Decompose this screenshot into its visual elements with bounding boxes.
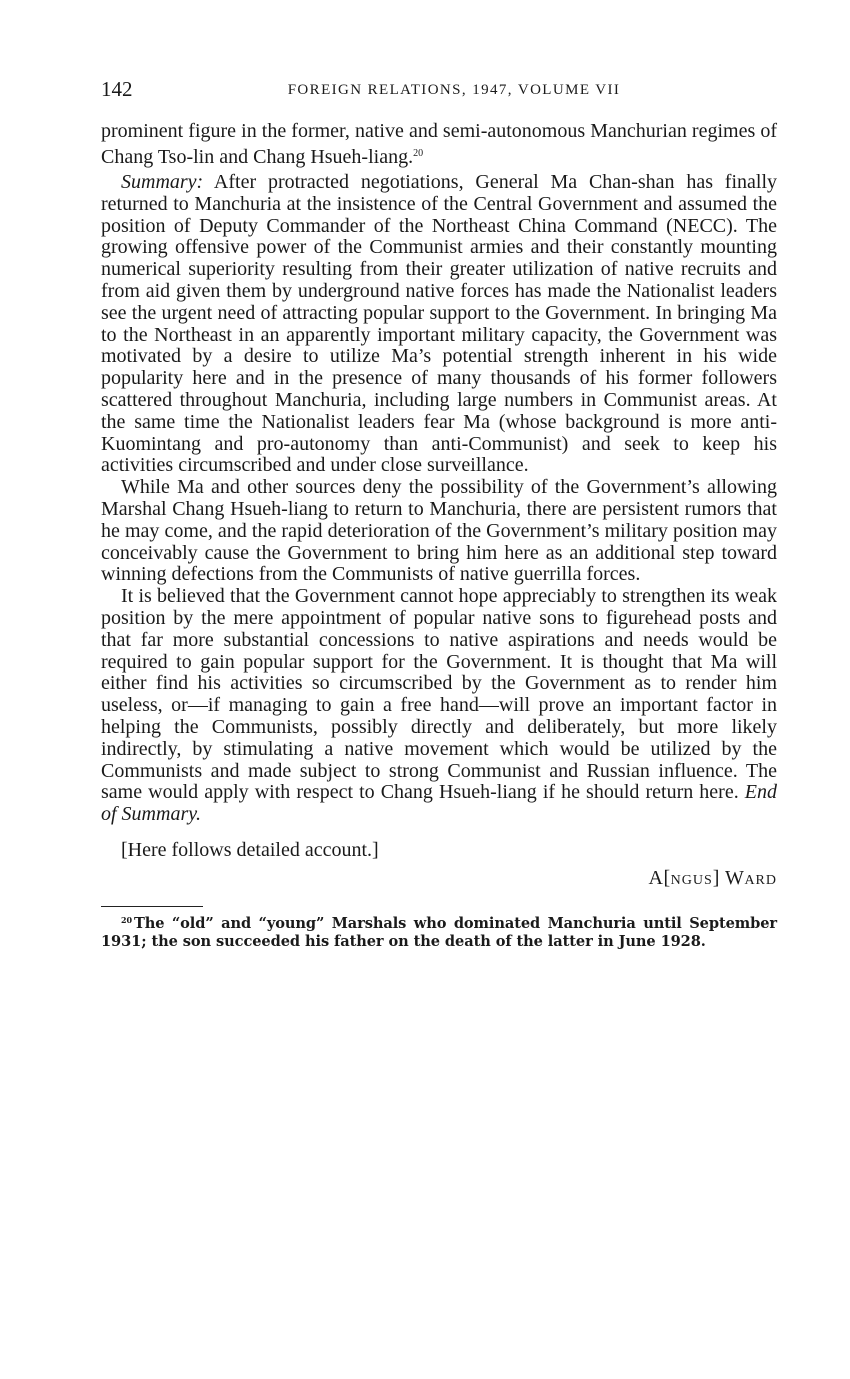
document-page xyxy=(101,74,777,965)
signature-bracket-close: ] xyxy=(712,866,720,889)
page-header xyxy=(101,74,777,104)
body-text xyxy=(101,118,777,892)
paragraph-chang-return: While Ma and other sources deny the possibility of the Government’s allowing Marshal Chang Hsueh-liang to return to Manchuria, there are persistent rumors that he may come, and the rapid deterioration of the Government’s military position may conceivably cause the Government to bring him here as an additional step toward winning defections from the Communists of native guerrilla forces. xyxy=(101,476,777,586)
signature-initial: A xyxy=(648,866,664,889)
signature-last-initial: W xyxy=(719,866,745,889)
summary-text: After protracted negotiations, General Ma Chan-shan has finally returned to Manchuria at the insistence of the Central Government and assumed the position of Deputy Commander of the Northeast China Command (NECC). The growing offensive power of the Communist armies and their constantly mounting numerical superiority resulting from their greater utilization of native recruits and from aid given them by underground native forces has made the Nationalist leaders see the urgent need of attracting popular support to the Government. In bringing Ma to the Northeast in an apparently important military capacity, the Government was motivated by a desire to utilize Ma’s potential strength inherent in his wide popularity here and in the presence of many thousands of his former followers scattered throughout Manchuria, including large numbers in Communist areas. At the same time the Nationalist leaders fear Ma (whose background is more anti-Kuomintang and pro-autonomy than anti-Communist) and seek to keep his activities circumscribed and under close surveillance. xyxy=(101,171,777,477)
paragraph-continuation xyxy=(101,118,777,170)
running-head: FOREIGN RELATIONS, 1947, VOLUME VII xyxy=(287,82,621,98)
end-of-summary: End of Summary. xyxy=(101,781,777,826)
editorial-note: [Here follows detailed account.] xyxy=(121,838,379,861)
footnote-divider xyxy=(101,906,203,907)
signature-first-name: NGUS xyxy=(670,872,713,888)
signature xyxy=(101,868,777,892)
signature-last-name: ARD xyxy=(744,872,777,888)
signature-bracket-open: [ xyxy=(663,866,671,889)
assessment-text: It is believed that the Government cannot hope appreciably to strengthen its weak position by the mere appointment of popular native sons to figurehead posts and that far more substantial concessions to native aspirations and needs would be required to gain popular support for the Government. It is thought that Ma will either find his activities so circumscribed by the Government as to render him useless, or—if managing to gain a free hand—will prove an important factor in helping the Communists, possibly directly and deliberately, but more likely indirectly, by stimulating a native movement which would be utilized by the Communists and made subject to strong Communist and Russian influence. The same would apply with respect to Chang Hsueh-liang if he should return here. xyxy=(101,585,777,804)
footnote-text: The “old” and “young” Marshals who dominated Manchuria until September 1931; the son succeeded his father on the death of the latter in June 1928. xyxy=(101,914,777,950)
paragraph-summary xyxy=(101,172,777,477)
page-number: 142 xyxy=(101,77,133,101)
paragraph-assessment xyxy=(101,586,777,826)
paragraph-continuation-text: prominent figure in the former, native and semi-autonomous Manchurian regimes of Chang Tso-lin and Chang Hsueh-liang. xyxy=(101,120,777,168)
summary-label: Summary: xyxy=(121,171,204,193)
footnote xyxy=(101,915,777,951)
footnote-reference: 20 xyxy=(413,148,424,159)
footnote-number: 20 xyxy=(121,914,132,925)
